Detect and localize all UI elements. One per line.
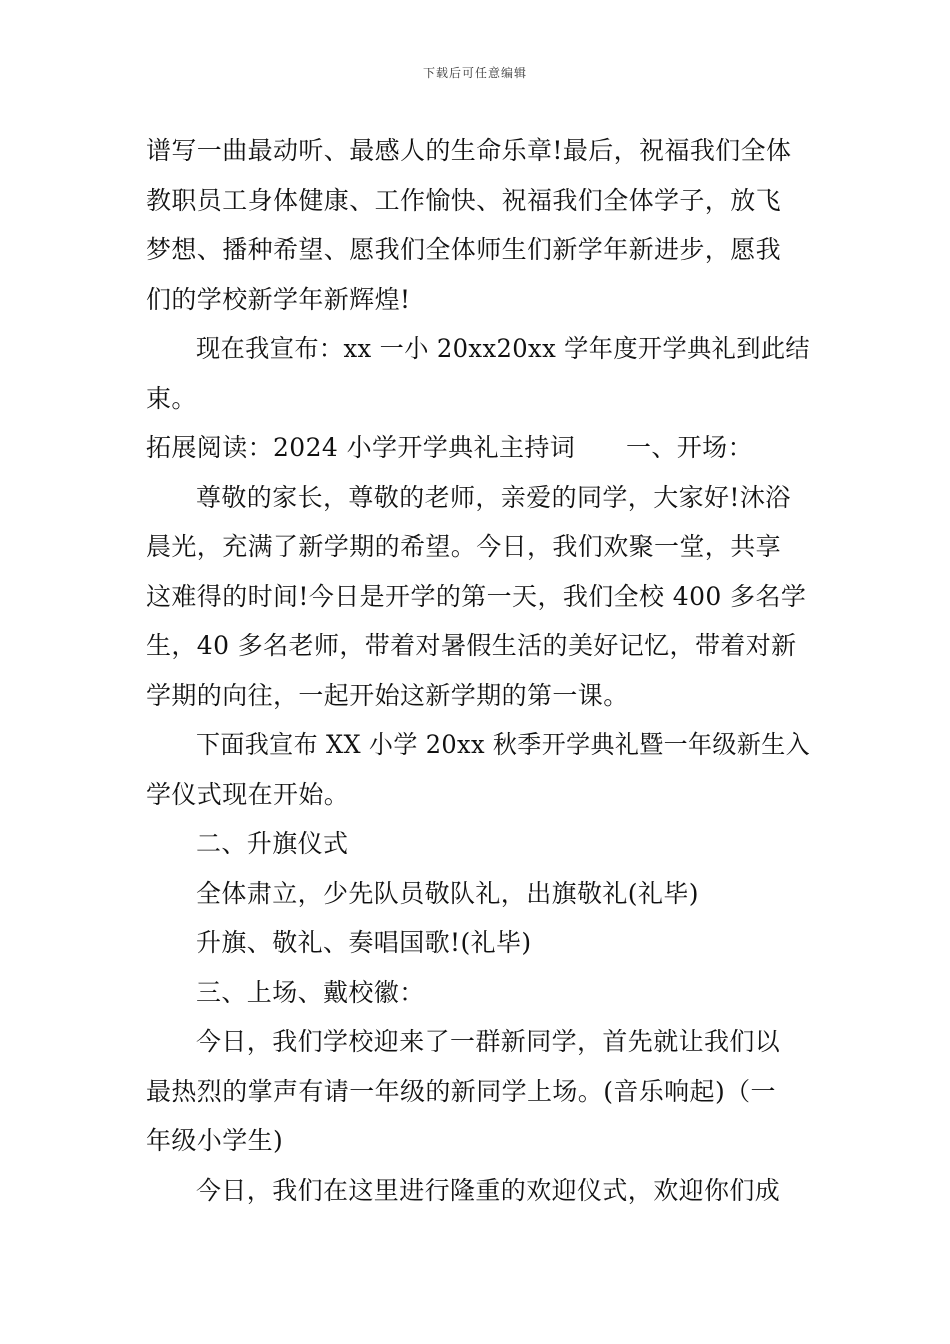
document-body [146,126,810,1215]
text-line: 生，40 多名老师，带着对暑假生活的美好记忆，带着对新 [146,631,797,660]
text-line: 尊敬的家长，尊敬的老师，亲爱的同学，大家好!沐浴 [196,482,791,512]
text-line: 二、升旗仪式 [196,829,349,858]
text-line: 梦想、播种希望、愿我们全体师生们新学年新进步，愿我 [146,235,782,264]
text-line: 全体肃立，少先队员敬队礼，出旗敬礼(礼毕) [196,878,699,908]
text-line: 学仪式现在开始。 [146,779,350,809]
text-line: 教职员工身体健康、工作愉快、祝福我们全体学子，放飞 [146,185,782,215]
text-line: 束。 [146,383,197,413]
text-line: 这难得的时间!今日是开学的第一天，我们全校 400 多名学 [146,581,807,611]
text-line: 最热烈的掌声有请一年级的新同学上场。(音乐响起)（一 [146,1076,776,1106]
text-line: 学期的向往，一起开始这新学期的第一课。 [146,680,629,710]
text-line: 下面我宣布 XX 小学 20xx 秋季开学典礼暨一年级新生入 [196,730,810,759]
text-line: 年级小学生) [146,1126,284,1155]
text-line: 拓展阅读：2024 小学开学典礼主持词 一、开场： [146,433,753,462]
text-line: 现在我宣布：xx 一小 20xx20xx 学年度开学典礼到此结 [196,334,810,363]
text-line: 晨光，充满了新学期的希望。今日，我们欢聚一堂，共享 [146,532,782,561]
text-line: 今日，我们在这里进行隆重的欢迎仪式，欢迎你们成 [196,1175,781,1205]
text-line: 们的学校新学年新辉煌! [146,284,411,314]
text-line: 今日，我们学校迎来了一群新同学，首先就让我们以 [196,1027,781,1056]
page-header-note: 下载后可任意编辑 [422,66,527,80]
text-line: 谱写一曲最动听、最感人的生命乐章!最后，祝福我们全体 [146,136,792,165]
text-line: 三、上场、戴校徽： [196,977,425,1007]
text-line: 升旗、敬礼、奏唱国歌!(礼毕) [196,928,532,957]
